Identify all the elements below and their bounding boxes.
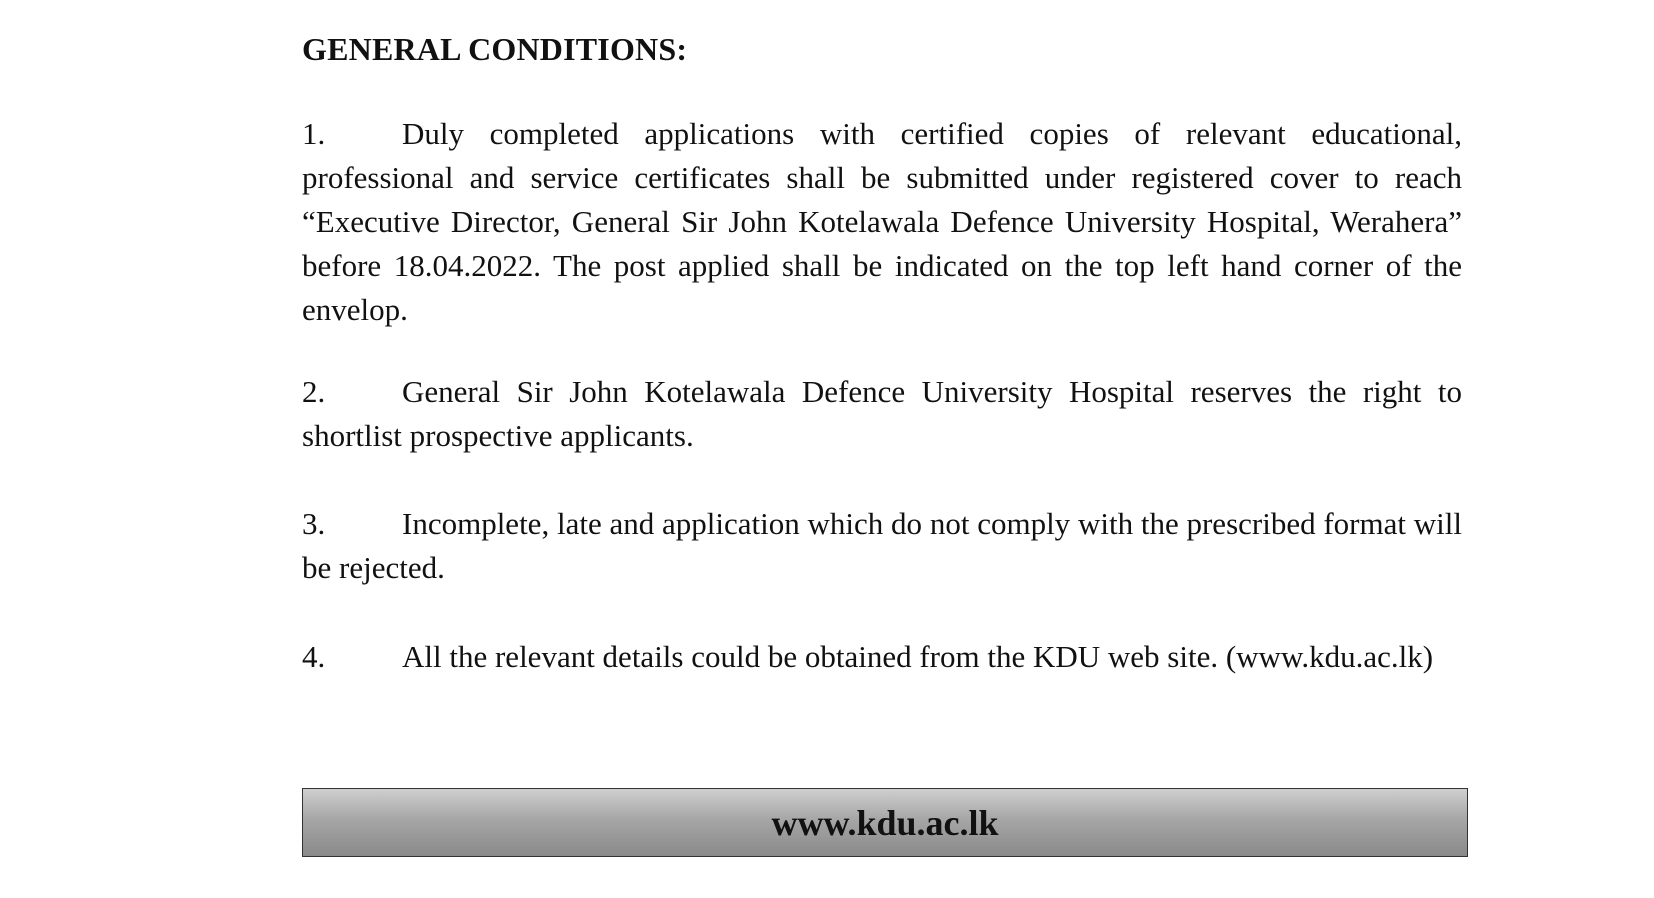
- website-url: www.kdu.ac.lk: [771, 802, 999, 843]
- condition-number: 3.: [302, 506, 326, 541]
- condition-number: 1.: [302, 116, 326, 151]
- condition-text: Duly completed applications with certified copies of relevant educational, professional and service certificates shall be submitted under registered cover to reach “Executive Director, General Sir John Kotelawala Defence University Hospital, Werahera” before 18.04.2022. The post applied shall be indicated on the top left hand corner of the envelop.: [302, 116, 1462, 327]
- condition-item-2: [302, 370, 1462, 458]
- condition-text: General Sir John Kotelawala Defence University Hospital reserves the right to shortlist prospective applicants.: [302, 374, 1462, 453]
- website-banner: [302, 788, 1468, 857]
- condition-number: 2.: [302, 374, 326, 409]
- condition-text: Incomplete, late and application which do not comply with the prescribed format will be rejected.: [302, 506, 1462, 585]
- condition-item-4: [302, 635, 1462, 679]
- section-heading: GENERAL CONDITIONS:: [302, 31, 688, 67]
- condition-text: All the relevant details could be obtained from the KDU web site. (www.kdu.ac.lk): [402, 639, 1434, 674]
- condition-number: 4.: [302, 639, 326, 674]
- condition-item-1: [302, 112, 1462, 332]
- condition-item-3: [302, 502, 1462, 590]
